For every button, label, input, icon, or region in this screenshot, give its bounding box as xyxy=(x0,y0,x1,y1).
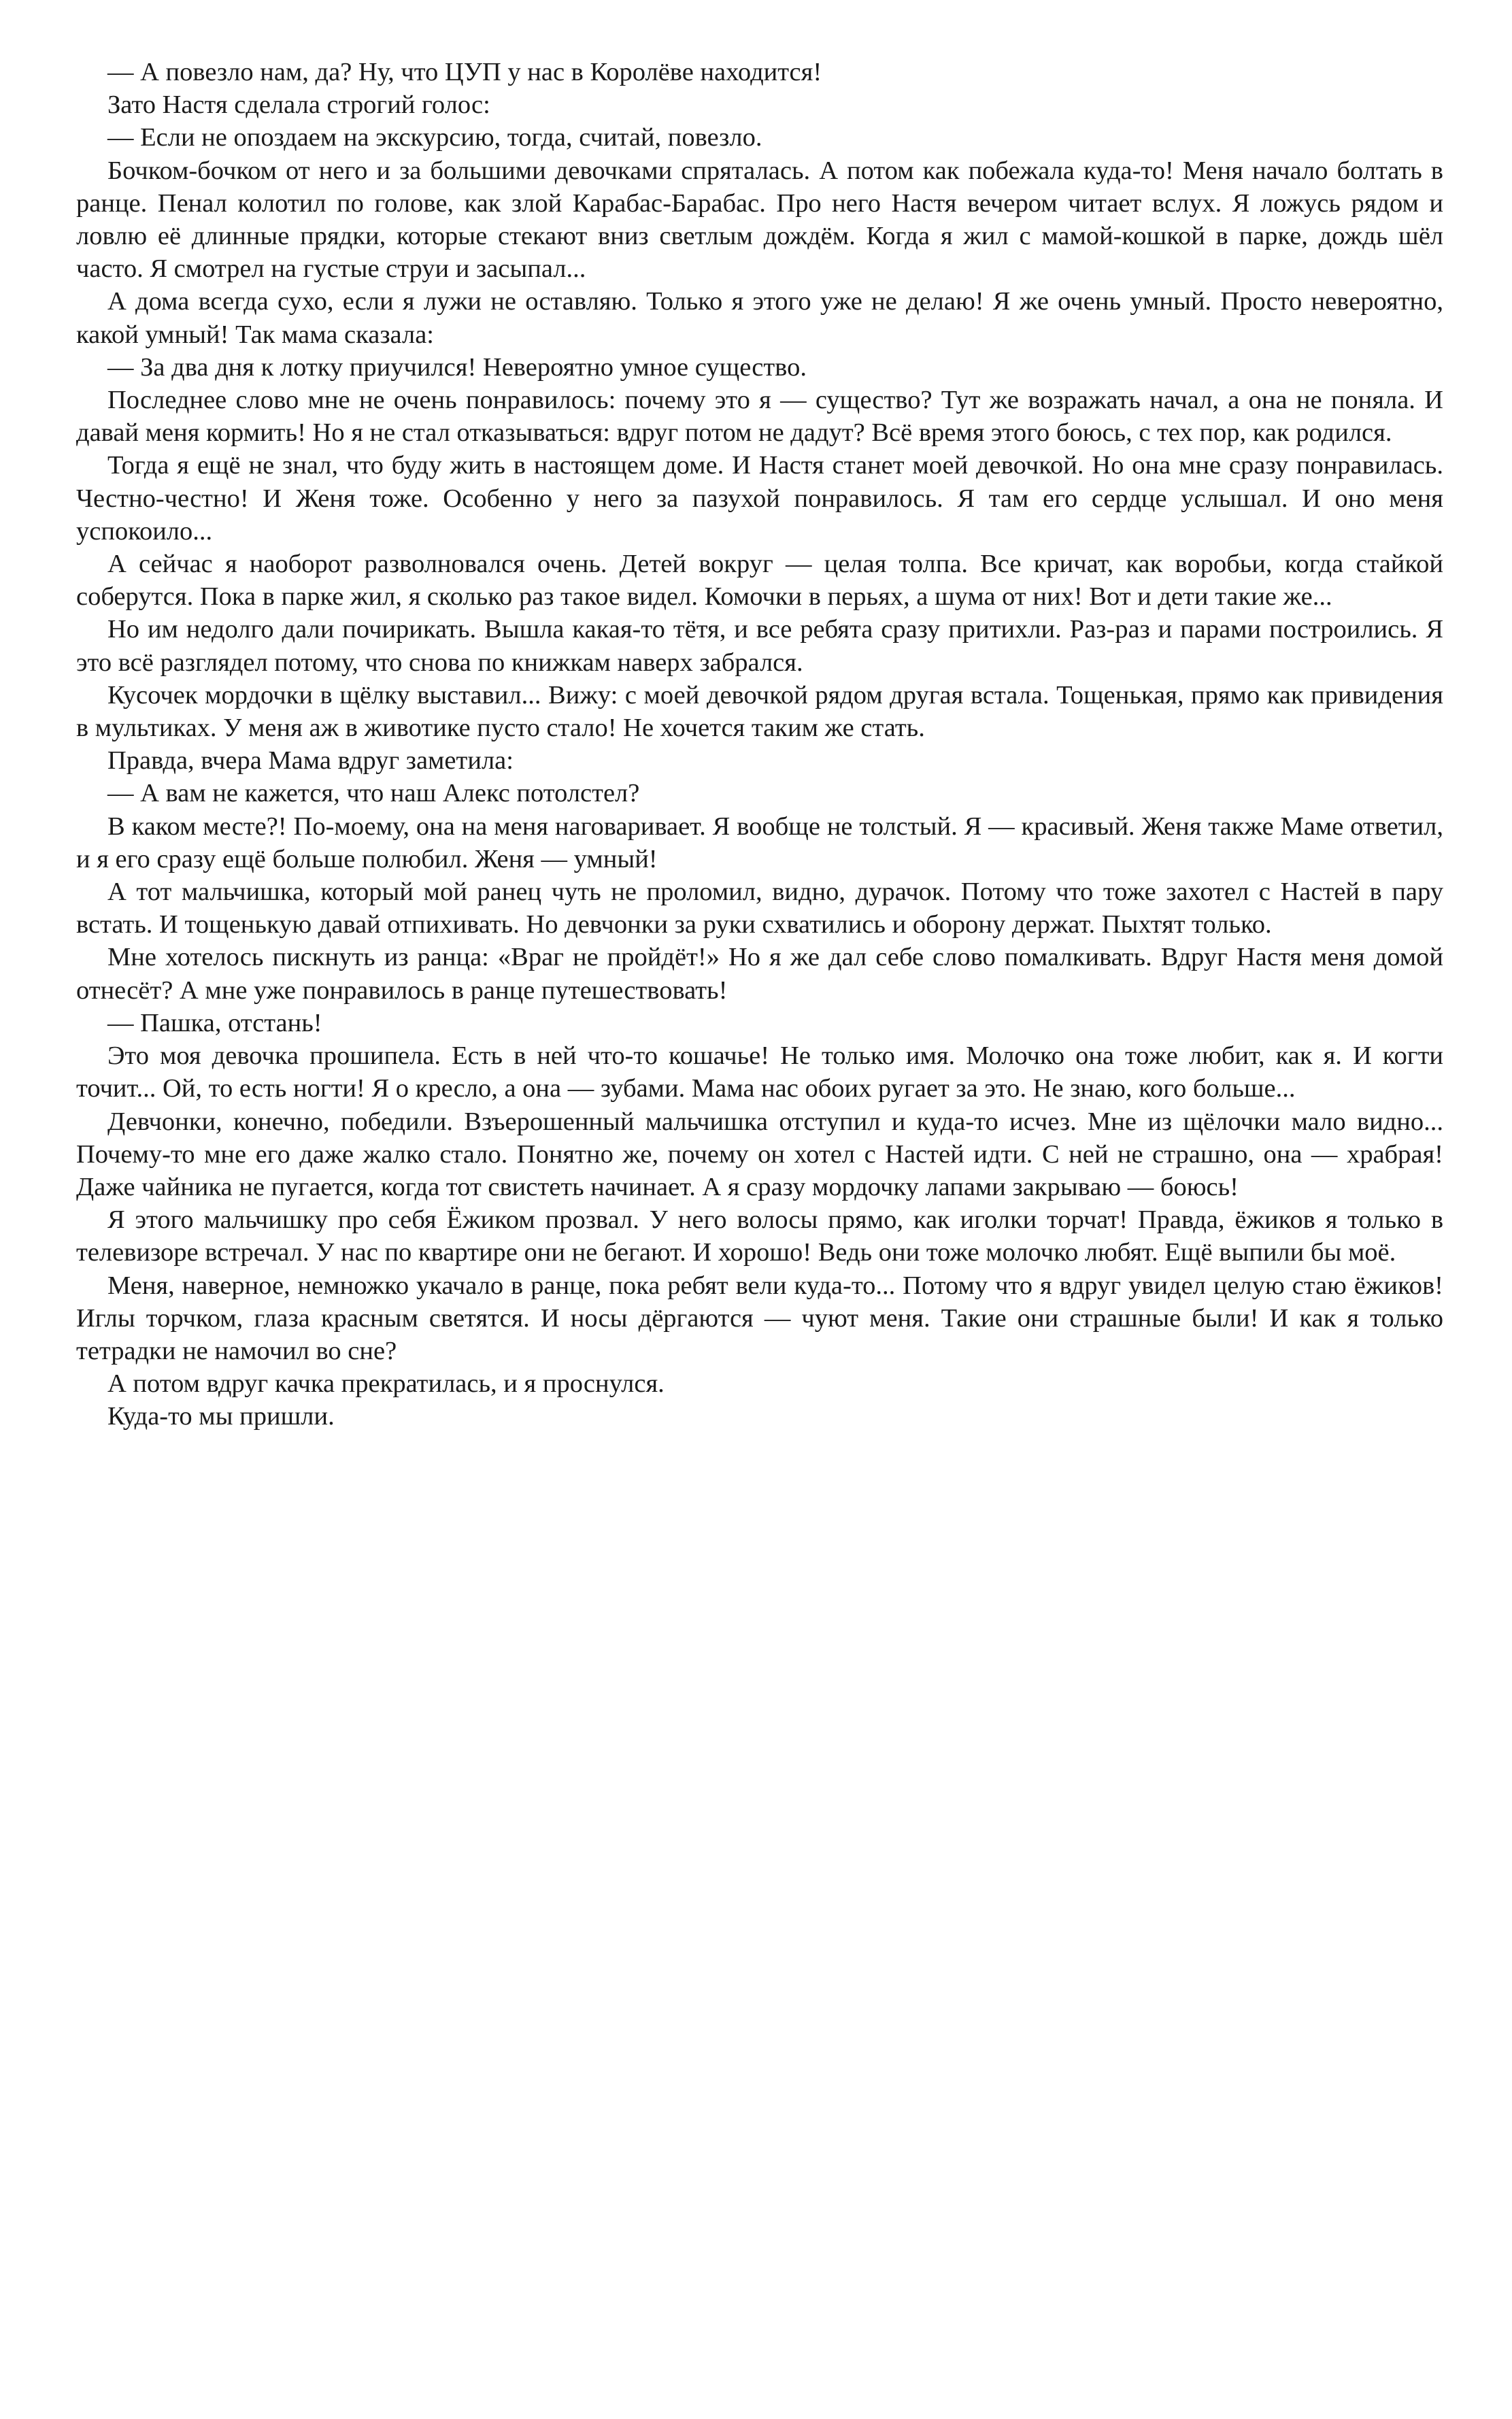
paragraph: Я этого мальчишку про себя Ёжиком прозвал. У него волосы прямо, как иголки торчат! Правда, ёжиков я только в телевизоре встречал. У нас по квартире они не бегают. И хорошо! Ведь они тоже молочко любят. Ещё выпили бы моё. xyxy=(76,1205,1443,1267)
paragraph: А дома всегда сухо, если я лужи не оставляю. Только я этого уже не делаю! Я же очень умный. Просто невероятно, какой умный! Так мама сказала: xyxy=(76,287,1443,349)
paragraph: Зато Настя сделала строгий голос: xyxy=(107,90,490,120)
paragraph: — Пашка, отстань! xyxy=(107,1008,322,1037)
paragraph: Куда-то мы пришли. xyxy=(107,1402,335,1431)
paragraph: — Если не опоздаем на экскурсию, тогда, считай, повезло. xyxy=(107,123,762,152)
paragraph: А потом вдруг качка прекратилась, и я проснулся. xyxy=(107,1369,665,1399)
paragraph: Девчонки, конечно, победили. Взъерошенный мальчишка отступил и куда-то исчез. Мне из щёлочки мало видно... Почему-то мне его даже жалко стало. Понятно же, почему он хотел с Настей идти. С ней не страшно, она — храбрая! Даже чайника не пугается, когда тот свистеть начинает. А я сразу мордочку лапами закрываю — боюсь! xyxy=(76,1107,1443,1201)
paragraph: — А повезло нам, да? Ну, что ЦУП у нас в Королёве находится! xyxy=(107,58,822,86)
paragraph: Кусочек мордочки в щёлку выставил... Вижу: с моей девочкой рядом другая встала. Тощенькая, прямо как привидения в мультиках. У меня аж в животике пусто стало! Не хочется таким же стать. xyxy=(76,680,1443,743)
paragraph: Тогда я ещё не знал, что буду жить в настоящем доме. И Настя станет моей девочкой. Но она мне сразу понравилась. Честно-честно! И Женя тоже. Особенно у него за пазухой понравилось. Я там его сердце услышал. И оно меня успокоило... xyxy=(76,451,1443,546)
paragraph: Это моя девочка прошипела. Есть в ней что-то кошачье! Не только имя. Молочко она тоже любит, как я. И когти точит... Ой, то есть ногти! Я о кресло, а она — зубами. Мама нас обоих ругает за это. Не знаю, кого больше... xyxy=(76,1041,1443,1103)
paragraph: Бочком-бочком от него и за большими девочками спряталась. А потом как побежала куда-то! Меня начало болтать в ранце. Пенал колотил по голове, как злой Карабас-Барабас. Про него Настя вечером читает вслух. Я ложусь рядом и ловлю её длинные прядки, которые стекают вниз светлым дождём. Когда я жил с мамой-кошкой в парке, дождь шёл часто. Я смотрел на густые струи и засыпал... xyxy=(76,156,1443,284)
paragraph: Последнее слово мне не очень понравилось: почему это я — существо? Тут же возражать начал, а она не поняла. И давай меня кормить! Но я не стал отказываться: вдруг потом не дадут? Всё время этого боюсь, с тех пор, как родился. xyxy=(76,386,1443,448)
paragraph: Мне хотелось пискнуть из ранца: «Враг не пройдёт!» Но я же дал себе слово помалкивать. Вдруг Настя меня домой отнесёт? А мне уже понравилось в ранце путешествовать! xyxy=(76,943,1443,1005)
paragraph: Но им недолго дали почирикать. Вышла какая-то тётя, и все ребята сразу притихли. Раз-раз и парами построились. Я это всё разглядел потому, что снова по книжкам наверх забрался. xyxy=(76,615,1443,677)
paragraph: В каком месте?! По-моему, она на меня наговаривает. Я вообще не толстый. Я — красивый. Женя также Маме ответил, и я его сразу ещё больше полюбил. Женя — умный! xyxy=(76,812,1443,873)
paragraph: Меня, наверное, немножко укачало в ранце, пока ребят вели куда-то... Потому что я вдруг увидел целую стаю ёжиков! Иглы торчком, глаза красным светятся. И носы дёргаются — чуют меня. Такие они страшные были! И как я только тетрадки не намочил во сне? xyxy=(76,1271,1443,1365)
paragraph: А сейчас я наоборот разволновался очень. Детей вокруг — целая толпа. Все кричат, как воробьи, когда стайкой соберутся. Пока в парке жил, я сколько раз такое видел. Комочки в перьях, а шума от них! Вот и дети такие же... xyxy=(76,550,1443,612)
paragraph: — А вам не кажется, что наш Алекс потолстел? xyxy=(107,779,640,808)
paragraph: — За два дня к лотку приучился! Невероятно умное существо. xyxy=(107,352,807,382)
paragraph: А тот мальчишка, который мой ранец чуть не проломил, видно, дурачок. Потому что тоже захотел с Настей в пару встать. И тощенькую давай отпихивать. Но девчонки за руки схватились и оборону держат. Пыхтят только. xyxy=(76,878,1443,939)
paragraph: Правда, вчера Мама вдруг заметила: xyxy=(107,746,514,775)
page-text xyxy=(76,56,1443,1433)
